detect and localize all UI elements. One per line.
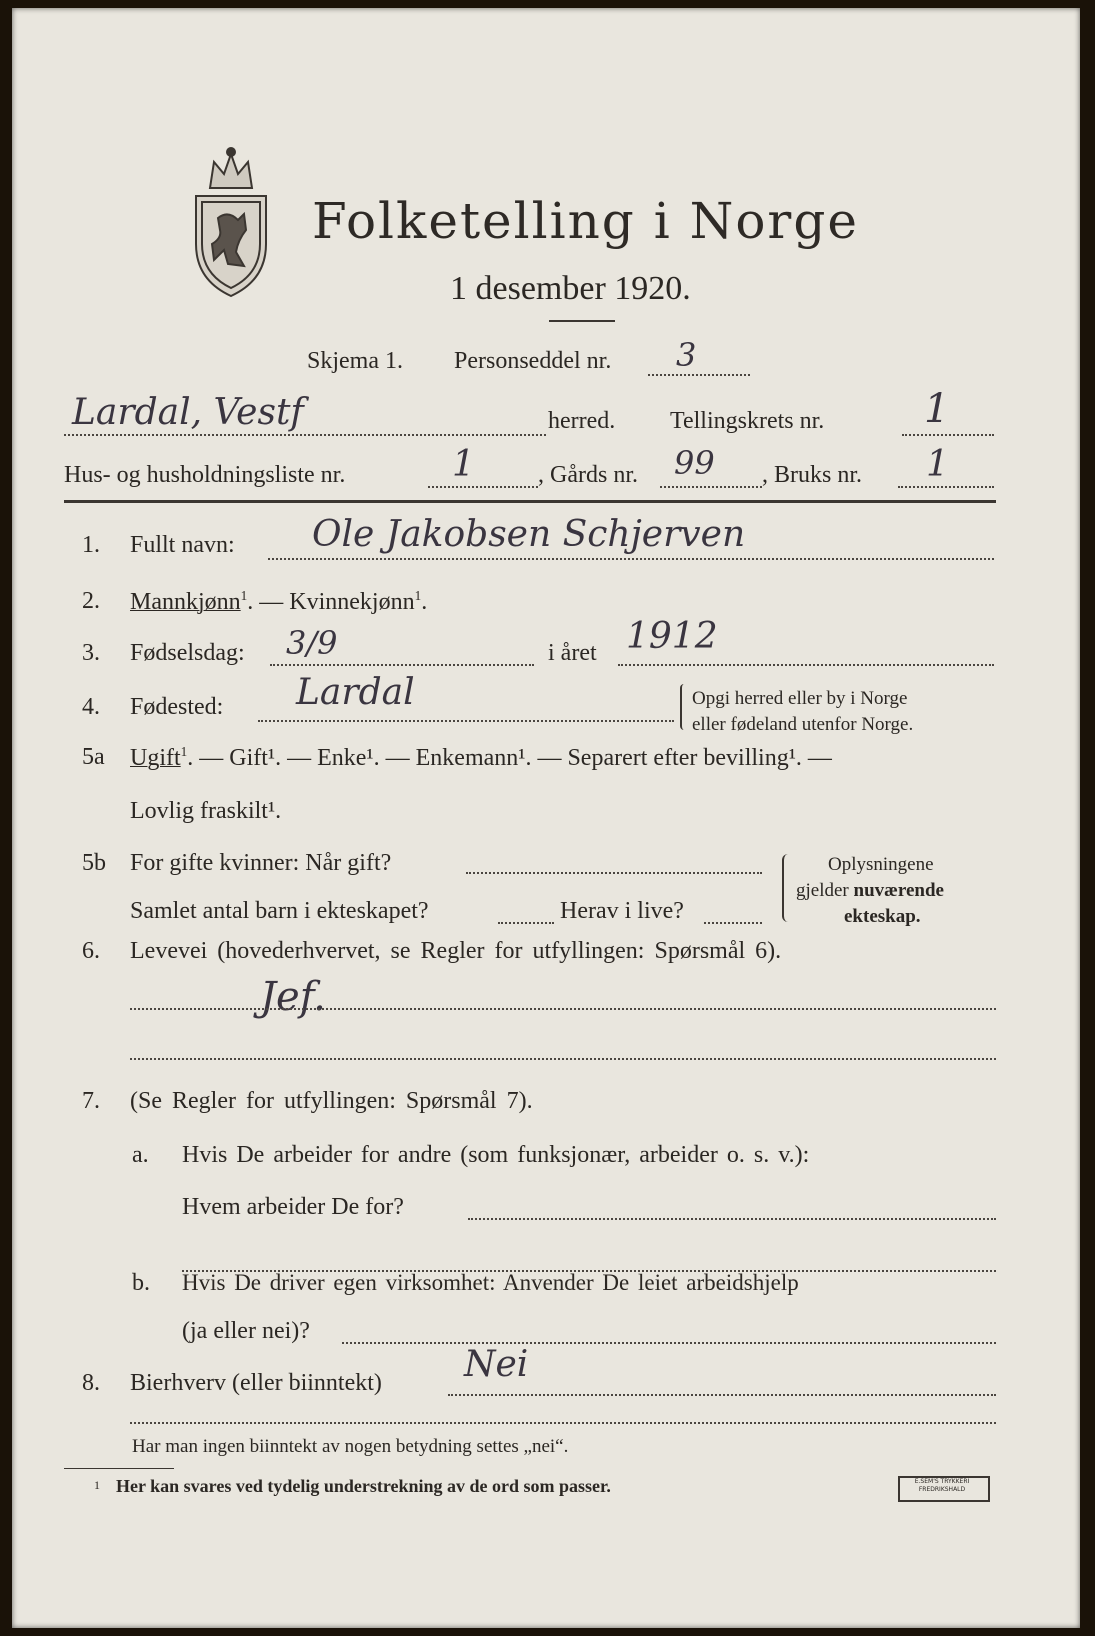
q5b-label-married: For gifte kvinner: Når gift? bbox=[130, 850, 392, 876]
q2-number: 2. bbox=[82, 588, 100, 614]
q4-number: 4. bbox=[82, 694, 100, 720]
q6-line1 bbox=[130, 1008, 996, 1010]
q7a-label: Hvis De arbeider for andre (som funksjonær, arbeider o. s. v.): bbox=[182, 1142, 810, 1168]
q5b-label-alive: Herav i live? bbox=[560, 898, 684, 924]
personseddel-value[interactable]: 3 bbox=[676, 336, 697, 374]
title-divider bbox=[549, 320, 615, 322]
q4-brace bbox=[680, 684, 688, 730]
q1-value[interactable]: Ole Jakobsen Schjerven bbox=[312, 514, 746, 555]
q4-note-line1: Opgi herred eller by i Norge bbox=[692, 688, 908, 709]
footnote-text: Her kan svares ved tydelig understrekning av de ord som passer. bbox=[116, 1476, 611, 1496]
q2-options: Mannkjønn$^1$. — Kvinnekjønn$^1$. bbox=[130, 588, 428, 615]
personseddel-line bbox=[648, 374, 750, 376]
q3-label: Fødselsdag: bbox=[130, 640, 245, 666]
norwegian-coat-of-arms-icon bbox=[188, 140, 274, 300]
q7b-yesno-line bbox=[342, 1342, 996, 1344]
husholdningsliste-value[interactable]: 1 bbox=[452, 444, 475, 485]
personseddel-label: Personseddel nr. bbox=[454, 348, 612, 374]
q8-value[interactable]: Nei bbox=[464, 1344, 529, 1385]
q5b-note-line1: Oplysningene bbox=[828, 854, 934, 875]
q8-line2 bbox=[130, 1422, 996, 1424]
q6-line2 bbox=[130, 1058, 996, 1060]
q3-value[interactable]: 3/9 bbox=[286, 624, 338, 662]
gards-line bbox=[660, 486, 762, 488]
q3-year-label: i året bbox=[548, 640, 597, 666]
q6-label: Levevei (hovederhvervet, se Regler for utfyllingen: Spørsmål 6). bbox=[130, 938, 782, 964]
bruks-value[interactable]: 1 bbox=[926, 444, 949, 485]
q3-line bbox=[270, 664, 534, 666]
q2-female-option[interactable]: Kvinnekjønn bbox=[289, 589, 415, 615]
q7-number: 7. bbox=[82, 1088, 100, 1114]
herred-line bbox=[64, 434, 546, 436]
header-separator bbox=[64, 500, 996, 503]
q3-year-line bbox=[618, 664, 994, 666]
footnote-separator bbox=[64, 1468, 174, 1469]
q5b-note-gjelder: gjelder bbox=[796, 880, 854, 901]
q1-number: 1. bbox=[82, 532, 100, 558]
q5a-options: Ugift$^1$. — Gift¹. — Enke¹. — Enkemann¹. — Separert efter bevilling¹. — bbox=[130, 744, 832, 771]
q1-label: Fullt navn: bbox=[130, 532, 235, 558]
q5a-number: 5a bbox=[82, 744, 105, 770]
q8-line bbox=[448, 1394, 996, 1396]
q4-value[interactable]: Lardal bbox=[296, 672, 415, 713]
husholdningsliste-line bbox=[428, 486, 538, 488]
q5b-children-line bbox=[498, 922, 554, 924]
schema-label: Skjema 1. bbox=[307, 348, 403, 374]
footnote-mark: 1 bbox=[94, 1478, 100, 1492]
q4-label: Fødested: bbox=[130, 694, 224, 720]
q3-number: 3. bbox=[82, 640, 100, 666]
q7a-employer-label: Hvem arbeider De for? bbox=[182, 1194, 404, 1220]
tellingskrets-line bbox=[902, 434, 994, 436]
q7b-yesno-label: (ja eller nei)? bbox=[182, 1318, 310, 1344]
tellingskrets-value[interactable]: 1 bbox=[924, 386, 950, 432]
q2-male-option[interactable]: Mannkjønn bbox=[130, 589, 241, 615]
q5b-note-current: nuværende bbox=[853, 880, 944, 901]
census-form-page bbox=[12, 8, 1080, 1628]
tellingskrets-label: Tellingskrets nr. bbox=[670, 408, 825, 434]
q7b-label: Hvis De driver egen virksomhet: Anvender De leiet arbeidshjelp bbox=[182, 1270, 799, 1295]
herred-value[interactable]: Lardal, Vestf bbox=[72, 392, 304, 433]
printer-stamp-text: E.SEM'S TRYKKERI FREDRIKSHALD bbox=[914, 1478, 970, 1493]
q1-line bbox=[268, 558, 994, 560]
q5b-number: 5b bbox=[82, 850, 106, 876]
q5b-married-line bbox=[466, 872, 762, 874]
q7a-letter: a. bbox=[132, 1142, 149, 1168]
q5b-label-children: Samlet antal barn i ekteskapet? bbox=[130, 898, 429, 924]
q5a-other-options[interactable]: — Gift¹. — Enke¹. — Enkemann¹. — Separert efter bevilling¹. — bbox=[193, 745, 832, 771]
herred-label: herred. bbox=[548, 408, 616, 434]
q5b-alive-line bbox=[704, 922, 762, 924]
q2-separator: — bbox=[253, 589, 290, 615]
gards-label: , Gårds nr. bbox=[538, 462, 638, 488]
q5b-brace bbox=[782, 854, 792, 922]
q6-value[interactable]: Jef. bbox=[260, 974, 326, 1020]
q7-label: (Se Regler for utfyllingen: Spørsmål 7). bbox=[130, 1088, 533, 1114]
census-date: 1 desember 1920. bbox=[450, 270, 691, 307]
q5b-note-line2 bbox=[796, 880, 944, 902]
q5a-fraskilt-option[interactable]: Lovlig fraskilt¹. bbox=[130, 798, 282, 824]
form-title: Folketelling i Norge bbox=[312, 192, 859, 250]
q6-number: 6. bbox=[82, 938, 100, 964]
q7a-employer-line bbox=[468, 1218, 996, 1220]
gards-value[interactable]: 99 bbox=[674, 444, 715, 482]
husholdningsliste-label: Hus- og husholdningsliste nr. bbox=[64, 462, 346, 488]
q3-year-value[interactable]: 1912 bbox=[626, 616, 718, 657]
footer-note: Har man ingen biinntekt av nogen betydning settes „nei“. bbox=[132, 1436, 569, 1457]
bruks-label: , Bruks nr. bbox=[762, 462, 863, 488]
q8-number: 8. bbox=[82, 1370, 100, 1396]
q5b-note-line3: ekteskap. bbox=[844, 906, 921, 927]
q7b-letter: b. bbox=[132, 1270, 150, 1296]
bruks-line bbox=[898, 486, 994, 488]
q4-line bbox=[258, 720, 674, 722]
q4-note-line2: eller fødeland utenfor Norge. bbox=[692, 714, 914, 735]
q8-label: Bierhverv (eller biinntekt) bbox=[130, 1370, 382, 1396]
q5a-ugift-option[interactable]: Ugift bbox=[130, 745, 181, 771]
